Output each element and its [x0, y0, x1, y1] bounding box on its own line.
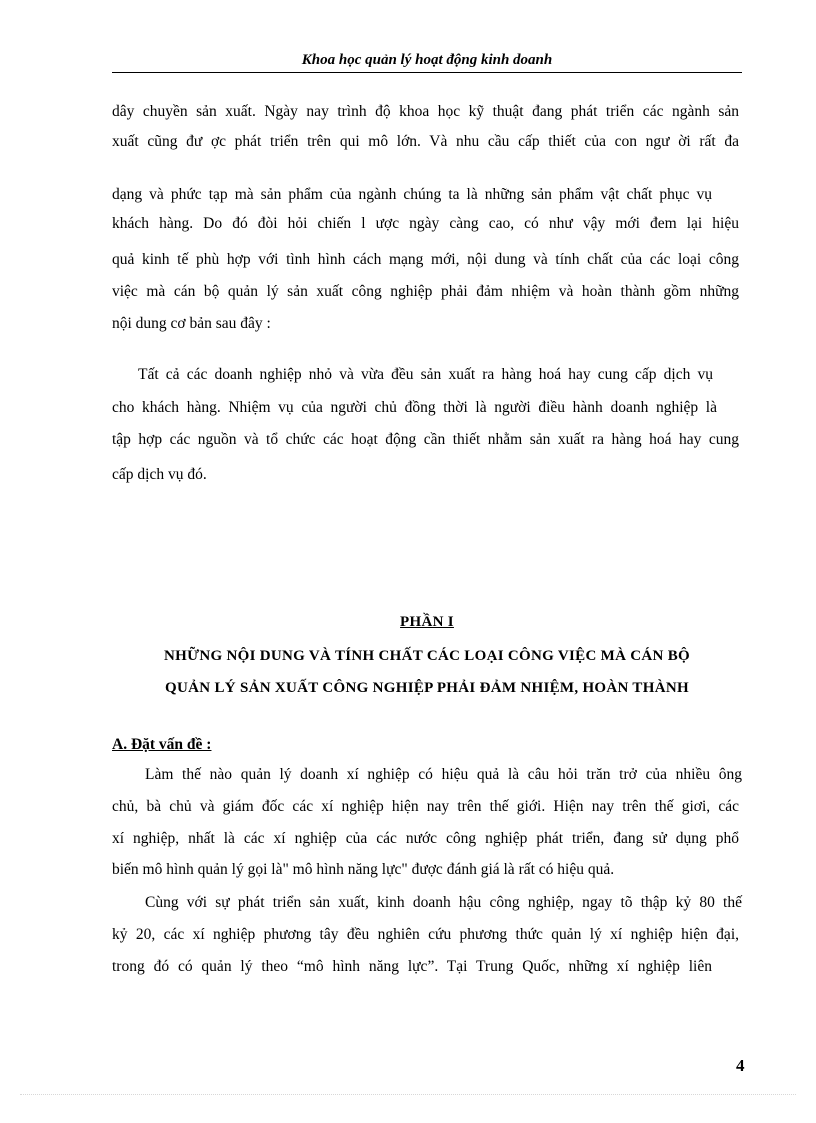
part-title-line-2: QUẢN LÝ SẢN XUẤT CÔNG NGHIỆP PHẢI ĐẢM NHIỆM, HOÀN THÀNH [165, 680, 689, 696]
part-label: PHẦN I [400, 614, 454, 630]
part-title-line-1: NHỮNG NỘI DUNG VÀ TÍNH CHẤT CÁC LOẠI CÔNG VIỆC MÀ CÁN BỘ [163, 648, 690, 664]
text-line: Cùng với sự phát triển sản xuất, kinh doanh hậu công nghiệp, ngay tõ thập kỷ 80 thế [145, 894, 742, 911]
header-rule [112, 72, 742, 73]
text-line: khách hàng. Do đó đòi hỏi chiến l ược ngày càng cao, có như vậy mới đem lại hiệu [112, 215, 739, 232]
text-line: Tất cả các doanh nghiệp nhỏ và vừa đều sản xuất ra hàng hoá hay cung cấp dịch vụ [138, 366, 713, 383]
text-line: cho khách hàng. Nhiệm vụ của người chủ đồng thời là người điều hành doanh nghiệp là [112, 399, 717, 416]
header-title: Khoa học quản lý hoạt động kinh doanh [301, 52, 553, 68]
text-line: Làm thế nào quản lý doanh xí nghiệp có hiệu quả là câu hỏi trăn trở của nhiều ông [145, 766, 742, 783]
text-line: trong đó có quản lý theo “mô hình năng lực”. Tại Trung Quốc, những xí nghiệp liên [112, 958, 712, 975]
text-line: kỷ 20, các xí nghiệp phương tây đều nghiên cứu phương thức quản lý xí nghiệp hiện đại, [112, 926, 739, 943]
text-line: dây chuyền sản xuất. Ngày nay trình độ khoa học kỹ thuật đang phát triển các ngành sản [112, 103, 739, 120]
text-line: xuất cũng đư ợc phát triển trên qui mô lớn. Và nhu cầu cấp thiết của con ngư ời rất đa [112, 133, 739, 150]
text-line: nội dung cơ bản sau đây : [112, 315, 271, 332]
text-line: biến mô hình quản lý gọi là" mô hình năng lực" được đánh giá là rất có hiệu quả. [112, 861, 615, 878]
page-number: 4 [736, 1056, 745, 1075]
text-line: tập hợp các nguồn và tổ chức các hoạt động cần thiết nhằm sản xuất ra hàng hoá hay cung [112, 431, 739, 448]
text-line: quả kinh tế phù hợp với tình hình cách mạng mới, nội dung và tính chất của các loại công [112, 251, 739, 268]
page-bottom-divider [20, 1094, 796, 1095]
text-line: chủ, bà chủ và giám đốc các xí nghiệp hiện nay trên thế giới. Hiện nay trên thế giơi, các [112, 798, 739, 815]
text-line: xí nghiệp, nhất là các xí nghiệp của các nước công nghiệp phát triển, đang sử dụng phổ [112, 830, 739, 847]
text-line: cấp dịch vụ đó. [112, 466, 207, 483]
section-a-heading: A. Đặt vấn đề : [112, 736, 212, 753]
text-line: việc mà cán bộ quản lý sản xuất công nghiệp phải đảm nhiệm và hoàn thành gồm những [112, 283, 739, 300]
text-line: dạng và phức tạp mà sản phẩm của ngành chúng ta là những sản phẩm vật chất phục vụ [112, 186, 712, 203]
